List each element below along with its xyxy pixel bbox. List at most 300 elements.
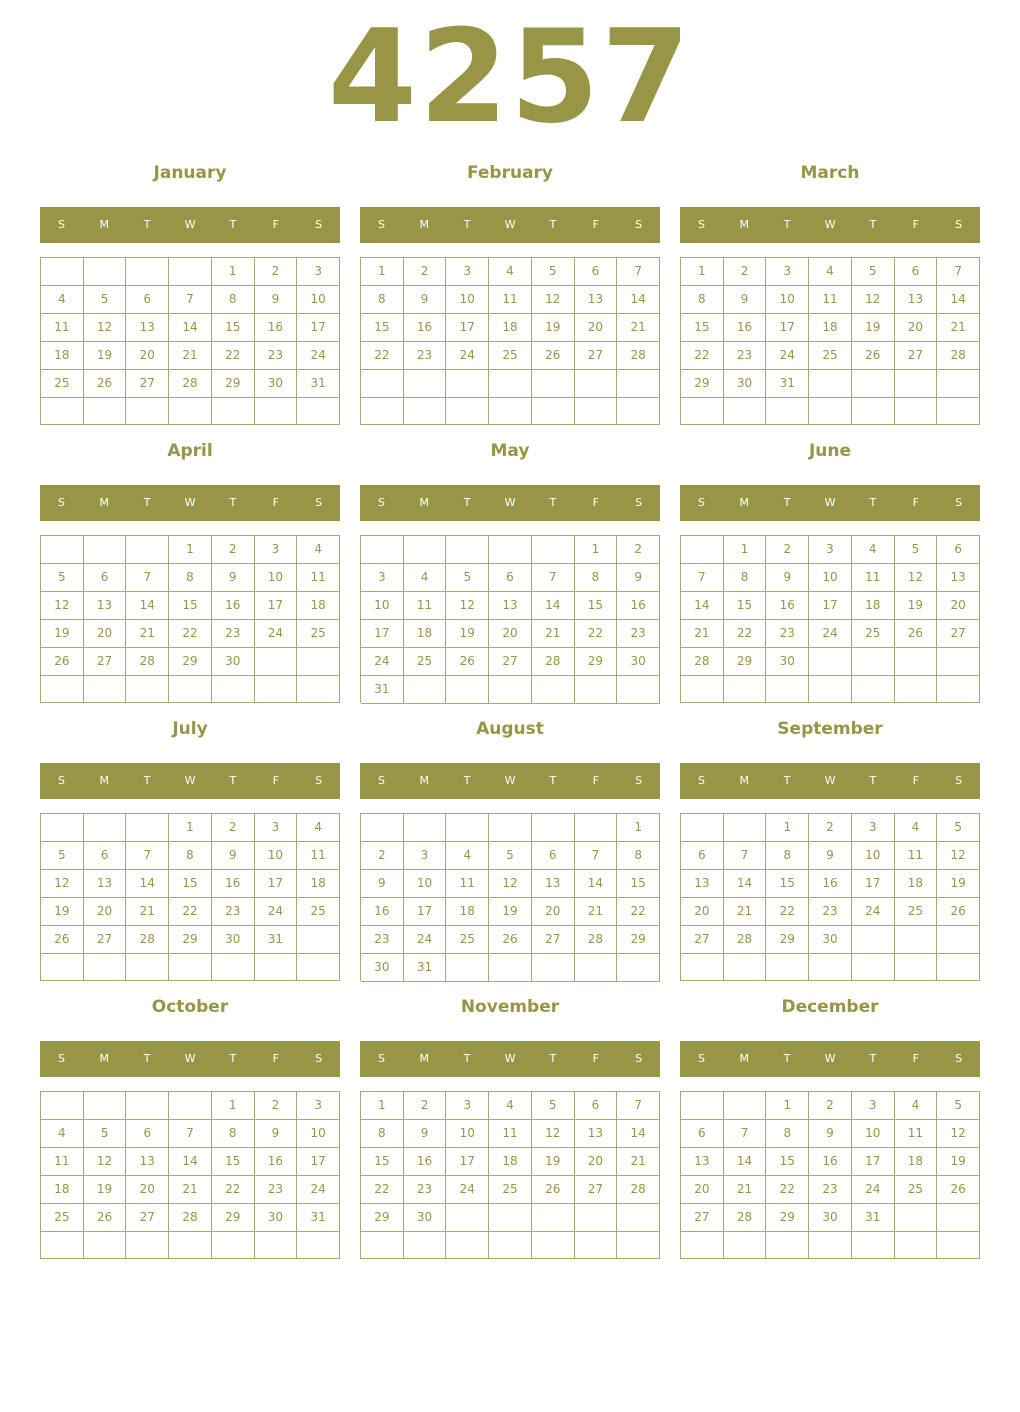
day-cell: 10 [446, 286, 489, 314]
day-cell: 5 [937, 1092, 980, 1120]
weekday-label: M [99, 496, 110, 509]
empty-cell [489, 954, 532, 982]
day-cell: 15 [212, 1148, 255, 1176]
empty-cell [361, 398, 404, 426]
empty-cell [766, 954, 809, 981]
day-cell: 11 [809, 286, 852, 314]
day-cell: 18 [404, 620, 447, 648]
day-cell: 22 [212, 1176, 255, 1204]
weekday-label: W [504, 496, 516, 509]
day-cell: 13 [126, 314, 169, 342]
day-cell: 29 [617, 926, 660, 954]
day-cell: 19 [489, 898, 532, 926]
month-name: July [172, 719, 208, 739]
weekday-label: W [184, 218, 196, 231]
day-grid [360, 1091, 660, 1259]
month-name: December [781, 997, 879, 1017]
day-cell: 21 [724, 898, 767, 926]
day-cell: 13 [681, 1148, 724, 1176]
day-cell: 28 [724, 926, 767, 954]
empty-cell [169, 398, 212, 425]
day-cell: 19 [937, 1148, 980, 1176]
empty-cell [41, 258, 84, 286]
empty-cell [617, 954, 660, 982]
empty-cell [169, 1092, 212, 1120]
day-cell: 16 [724, 314, 767, 342]
empty-cell [809, 648, 852, 676]
weekday-label: T [229, 218, 237, 231]
weekday-label: T [869, 496, 877, 509]
day-cell: 2 [255, 258, 298, 286]
day-cell: 11 [895, 1120, 938, 1148]
month-name: January [153, 163, 227, 183]
day-cell: 28 [681, 648, 724, 676]
day-cell: 6 [895, 258, 938, 286]
day-cell: 16 [255, 1148, 298, 1176]
empty-cell [532, 814, 575, 842]
empty-cell [852, 1232, 895, 1259]
weekday-label: T [549, 1052, 557, 1065]
empty-cell [255, 398, 298, 425]
day-cell: 29 [724, 648, 767, 676]
empty-cell [724, 1232, 767, 1259]
day-cell: 29 [212, 370, 255, 398]
day-cell: 28 [126, 648, 169, 676]
day-cell: 21 [575, 898, 618, 926]
day-grid [40, 257, 340, 425]
day-cell: 9 [724, 286, 767, 314]
day-cell: 20 [84, 898, 127, 926]
day-cell: 14 [126, 870, 169, 898]
day-cell: 19 [532, 314, 575, 342]
day-cell: 21 [617, 1148, 660, 1176]
weekday-label: T [229, 774, 237, 787]
day-cell: 7 [617, 1092, 660, 1120]
day-cell: 4 [297, 814, 340, 842]
day-cell: 20 [84, 620, 127, 648]
day-cell: 16 [766, 592, 809, 620]
day-cell: 1 [212, 1092, 255, 1120]
day-cell: 19 [446, 620, 489, 648]
day-grid [680, 1091, 980, 1259]
day-cell: 4 [446, 842, 489, 870]
empty-cell [126, 258, 169, 286]
day-cell: 24 [255, 620, 298, 648]
day-cell: 25 [41, 370, 84, 398]
day-cell: 1 [724, 536, 767, 564]
weekday-label: T [143, 218, 151, 231]
day-cell: 23 [404, 1176, 447, 1204]
weekday-label: W [504, 218, 516, 231]
weekday-header [680, 485, 980, 521]
empty-cell [852, 398, 895, 425]
empty-cell [617, 370, 660, 398]
day-cell: 25 [809, 342, 852, 370]
day-cell: 5 [852, 258, 895, 286]
day-cell: 3 [852, 814, 895, 842]
weekday-header [680, 763, 980, 799]
day-cell: 25 [489, 342, 532, 370]
day-cell: 22 [766, 1176, 809, 1204]
day-cell: 4 [489, 1092, 532, 1120]
day-cell: 4 [297, 536, 340, 564]
weekday-label: S [635, 218, 643, 231]
month-name: November [460, 997, 560, 1017]
day-cell: 25 [895, 1176, 938, 1204]
empty-cell [297, 954, 340, 981]
day-cell: 14 [126, 592, 169, 620]
day-cell: 25 [404, 648, 447, 676]
empty-cell [895, 1232, 938, 1259]
day-cell: 13 [575, 286, 618, 314]
empty-cell [681, 1092, 724, 1120]
empty-cell [41, 954, 84, 981]
empty-cell [297, 648, 340, 676]
day-cell: 5 [41, 564, 84, 592]
day-cell: 16 [212, 870, 255, 898]
year-title: 4257 [327, 3, 693, 152]
day-cell: 16 [617, 592, 660, 620]
day-cell: 13 [84, 592, 127, 620]
weekday-label: S [57, 774, 65, 787]
empty-cell [937, 648, 980, 676]
day-cell: 4 [404, 564, 447, 592]
day-cell: 12 [532, 1120, 575, 1148]
day-cell: 13 [489, 592, 532, 620]
day-cell: 22 [575, 620, 618, 648]
day-cell: 17 [446, 1148, 489, 1176]
empty-cell [84, 676, 127, 703]
day-cell: 14 [532, 592, 575, 620]
day-cell: 27 [575, 1176, 618, 1204]
day-cell: 4 [489, 258, 532, 286]
day-cell: 6 [84, 564, 127, 592]
day-cell: 10 [446, 1120, 489, 1148]
day-cell: 14 [681, 592, 724, 620]
day-cell: 24 [404, 926, 447, 954]
day-cell: 3 [766, 258, 809, 286]
empty-cell [895, 398, 938, 425]
weekday-label: F [272, 218, 279, 231]
day-cell: 5 [446, 564, 489, 592]
day-cell: 2 [255, 1092, 298, 1120]
day-cell: 28 [937, 342, 980, 370]
empty-cell [617, 1232, 660, 1259]
weekday-label: F [912, 218, 919, 231]
day-cell: 7 [126, 842, 169, 870]
empty-cell [617, 398, 660, 426]
weekday-label: T [783, 496, 791, 509]
empty-cell [575, 1232, 618, 1259]
empty-cell [126, 398, 169, 425]
day-cell: 1 [212, 258, 255, 286]
day-cell: 4 [41, 286, 84, 314]
weekday-header [360, 763, 660, 799]
day-cell: 20 [895, 314, 938, 342]
day-cell: 29 [169, 648, 212, 676]
empty-cell [446, 1232, 489, 1259]
day-cell: 1 [361, 258, 404, 286]
weekday-header [40, 763, 340, 799]
weekday-label: M [99, 1052, 110, 1065]
day-cell: 7 [724, 842, 767, 870]
empty-cell [255, 1232, 298, 1259]
day-cell: 5 [532, 1092, 575, 1120]
empty-cell [361, 536, 404, 564]
day-cell: 2 [809, 1092, 852, 1120]
empty-cell [126, 536, 169, 564]
weekday-label: S [697, 218, 705, 231]
day-cell: 7 [937, 258, 980, 286]
day-cell: 3 [361, 564, 404, 592]
day-cell: 18 [489, 1148, 532, 1176]
empty-cell [681, 954, 724, 981]
day-cell: 12 [852, 286, 895, 314]
day-cell: 1 [766, 1092, 809, 1120]
weekday-label: M [739, 774, 750, 787]
day-cell: 1 [766, 814, 809, 842]
day-cell: 24 [852, 898, 895, 926]
day-cell: 24 [446, 1176, 489, 1204]
day-cell: 9 [404, 1120, 447, 1148]
day-cell: 4 [852, 536, 895, 564]
day-cell: 15 [169, 870, 212, 898]
day-cell: 19 [895, 592, 938, 620]
day-cell: 26 [937, 898, 980, 926]
day-cell: 28 [532, 648, 575, 676]
day-cell: 5 [937, 814, 980, 842]
weekday-label: M [99, 774, 110, 787]
day-cell: 3 [404, 842, 447, 870]
weekday-label: T [783, 774, 791, 787]
day-cell: 29 [766, 1204, 809, 1232]
day-cell: 25 [852, 620, 895, 648]
day-cell: 23 [361, 926, 404, 954]
weekday-label: S [315, 218, 323, 231]
day-cell: 19 [84, 1176, 127, 1204]
empty-cell [41, 1232, 84, 1259]
day-cell: 19 [937, 870, 980, 898]
day-cell: 3 [446, 258, 489, 286]
day-cell: 2 [809, 814, 852, 842]
day-cell: 30 [361, 954, 404, 982]
day-cell: 7 [575, 842, 618, 870]
day-cell: 12 [84, 314, 127, 342]
empty-cell [532, 1204, 575, 1232]
weekday-header [40, 1041, 340, 1077]
day-cell: 14 [724, 1148, 767, 1176]
day-cell: 13 [895, 286, 938, 314]
day-cell: 30 [724, 370, 767, 398]
empty-cell [126, 676, 169, 703]
weekday-label: W [824, 1052, 836, 1065]
day-cell: 11 [446, 870, 489, 898]
day-cell: 10 [766, 286, 809, 314]
day-cell: 30 [617, 648, 660, 676]
weekday-label: T [549, 496, 557, 509]
empty-cell [404, 814, 447, 842]
day-cell: 17 [852, 870, 895, 898]
weekday-header [680, 1041, 980, 1077]
day-cell: 11 [41, 314, 84, 342]
month-name: March [800, 163, 860, 183]
weekday-label: T [549, 218, 557, 231]
day-cell: 1 [169, 536, 212, 564]
weekday-label: T [869, 1052, 877, 1065]
day-cell: 31 [297, 1204, 340, 1232]
weekday-label: W [504, 1052, 516, 1065]
day-cell: 8 [361, 1120, 404, 1148]
empty-cell [681, 676, 724, 703]
weekday-label: W [824, 218, 836, 231]
day-cell: 17 [255, 870, 298, 898]
day-cell: 15 [724, 592, 767, 620]
day-cell: 31 [297, 370, 340, 398]
day-cell: 18 [809, 314, 852, 342]
empty-cell [937, 1204, 980, 1232]
day-cell: 5 [84, 1120, 127, 1148]
day-cell: 16 [404, 1148, 447, 1176]
weekday-label: S [57, 496, 65, 509]
day-cell: 14 [169, 314, 212, 342]
weekday-label: M [99, 218, 110, 231]
empty-cell [446, 370, 489, 398]
empty-cell [489, 1232, 532, 1259]
empty-cell [169, 258, 212, 286]
empty-cell [41, 1092, 84, 1120]
weekday-header [40, 485, 340, 521]
day-cell: 17 [361, 620, 404, 648]
weekday-label: S [697, 496, 705, 509]
empty-cell [489, 536, 532, 564]
day-cell: 21 [724, 1176, 767, 1204]
day-cell: 2 [404, 258, 447, 286]
day-cell: 4 [895, 1092, 938, 1120]
day-cell: 24 [361, 648, 404, 676]
day-cell: 7 [169, 286, 212, 314]
day-cell: 20 [681, 898, 724, 926]
weekday-label: S [955, 774, 963, 787]
day-cell: 9 [361, 870, 404, 898]
day-cell: 11 [41, 1148, 84, 1176]
day-cell: 3 [255, 536, 298, 564]
day-cell: 27 [489, 648, 532, 676]
day-cell: 30 [212, 926, 255, 954]
day-cell: 8 [169, 842, 212, 870]
day-grid [360, 535, 660, 703]
empty-cell [852, 954, 895, 981]
empty-cell [84, 1232, 127, 1259]
day-cell: 30 [809, 1204, 852, 1232]
day-cell: 8 [766, 1120, 809, 1148]
day-cell: 6 [575, 258, 618, 286]
empty-cell [809, 954, 852, 981]
day-cell: 6 [937, 536, 980, 564]
day-cell: 5 [84, 286, 127, 314]
weekday-label: S [377, 496, 385, 509]
empty-cell [681, 398, 724, 425]
day-grid [360, 257, 660, 425]
day-cell: 20 [126, 342, 169, 370]
empty-cell [41, 536, 84, 564]
weekday-header [680, 207, 980, 243]
empty-cell [126, 814, 169, 842]
day-cell: 20 [681, 1176, 724, 1204]
weekday-header [40, 207, 340, 243]
empty-cell [84, 1092, 127, 1120]
day-cell: 7 [724, 1120, 767, 1148]
day-cell: 14 [937, 286, 980, 314]
day-cell: 14 [724, 870, 767, 898]
empty-cell [169, 676, 212, 703]
day-cell: 20 [937, 592, 980, 620]
day-cell: 1 [169, 814, 212, 842]
day-cell: 2 [404, 1092, 447, 1120]
empty-cell [809, 1232, 852, 1259]
day-cell: 31 [852, 1204, 895, 1232]
day-cell: 6 [126, 286, 169, 314]
day-cell: 12 [895, 564, 938, 592]
day-cell: 6 [489, 564, 532, 592]
day-cell: 12 [489, 870, 532, 898]
day-cell: 8 [212, 286, 255, 314]
empty-cell [575, 398, 618, 426]
weekday-label: S [635, 496, 643, 509]
weekday-label: F [592, 774, 599, 787]
weekday-label: F [592, 1052, 599, 1065]
day-cell: 30 [809, 926, 852, 954]
day-cell: 29 [681, 370, 724, 398]
day-cell: 10 [255, 564, 298, 592]
empty-cell [937, 370, 980, 398]
day-cell: 10 [297, 286, 340, 314]
day-cell: 9 [809, 1120, 852, 1148]
day-cell: 14 [169, 1148, 212, 1176]
day-cell: 9 [404, 286, 447, 314]
weekday-label: S [955, 218, 963, 231]
day-cell: 30 [212, 648, 255, 676]
empty-cell [489, 676, 532, 704]
empty-cell [126, 954, 169, 981]
day-cell: 7 [126, 564, 169, 592]
day-cell: 21 [126, 898, 169, 926]
day-cell: 30 [255, 1204, 298, 1232]
weekday-label: S [315, 1052, 323, 1065]
empty-cell [41, 676, 84, 703]
day-cell: 23 [212, 620, 255, 648]
empty-cell [361, 814, 404, 842]
day-cell: 5 [489, 842, 532, 870]
month-name: February [466, 163, 554, 183]
empty-cell [255, 954, 298, 981]
day-cell: 18 [41, 1176, 84, 1204]
day-cell: 25 [489, 1176, 532, 1204]
day-cell: 6 [84, 842, 127, 870]
day-cell: 26 [532, 1176, 575, 1204]
day-cell: 17 [852, 1148, 895, 1176]
empty-cell [681, 814, 724, 842]
day-cell: 31 [404, 954, 447, 982]
empty-cell [84, 398, 127, 425]
day-cell: 3 [297, 258, 340, 286]
empty-cell [212, 954, 255, 981]
weekday-label: T [463, 774, 471, 787]
day-cell: 24 [809, 620, 852, 648]
weekday-label: S [315, 496, 323, 509]
weekday-label: T [229, 496, 237, 509]
empty-cell [404, 676, 447, 704]
day-cell: 12 [446, 592, 489, 620]
